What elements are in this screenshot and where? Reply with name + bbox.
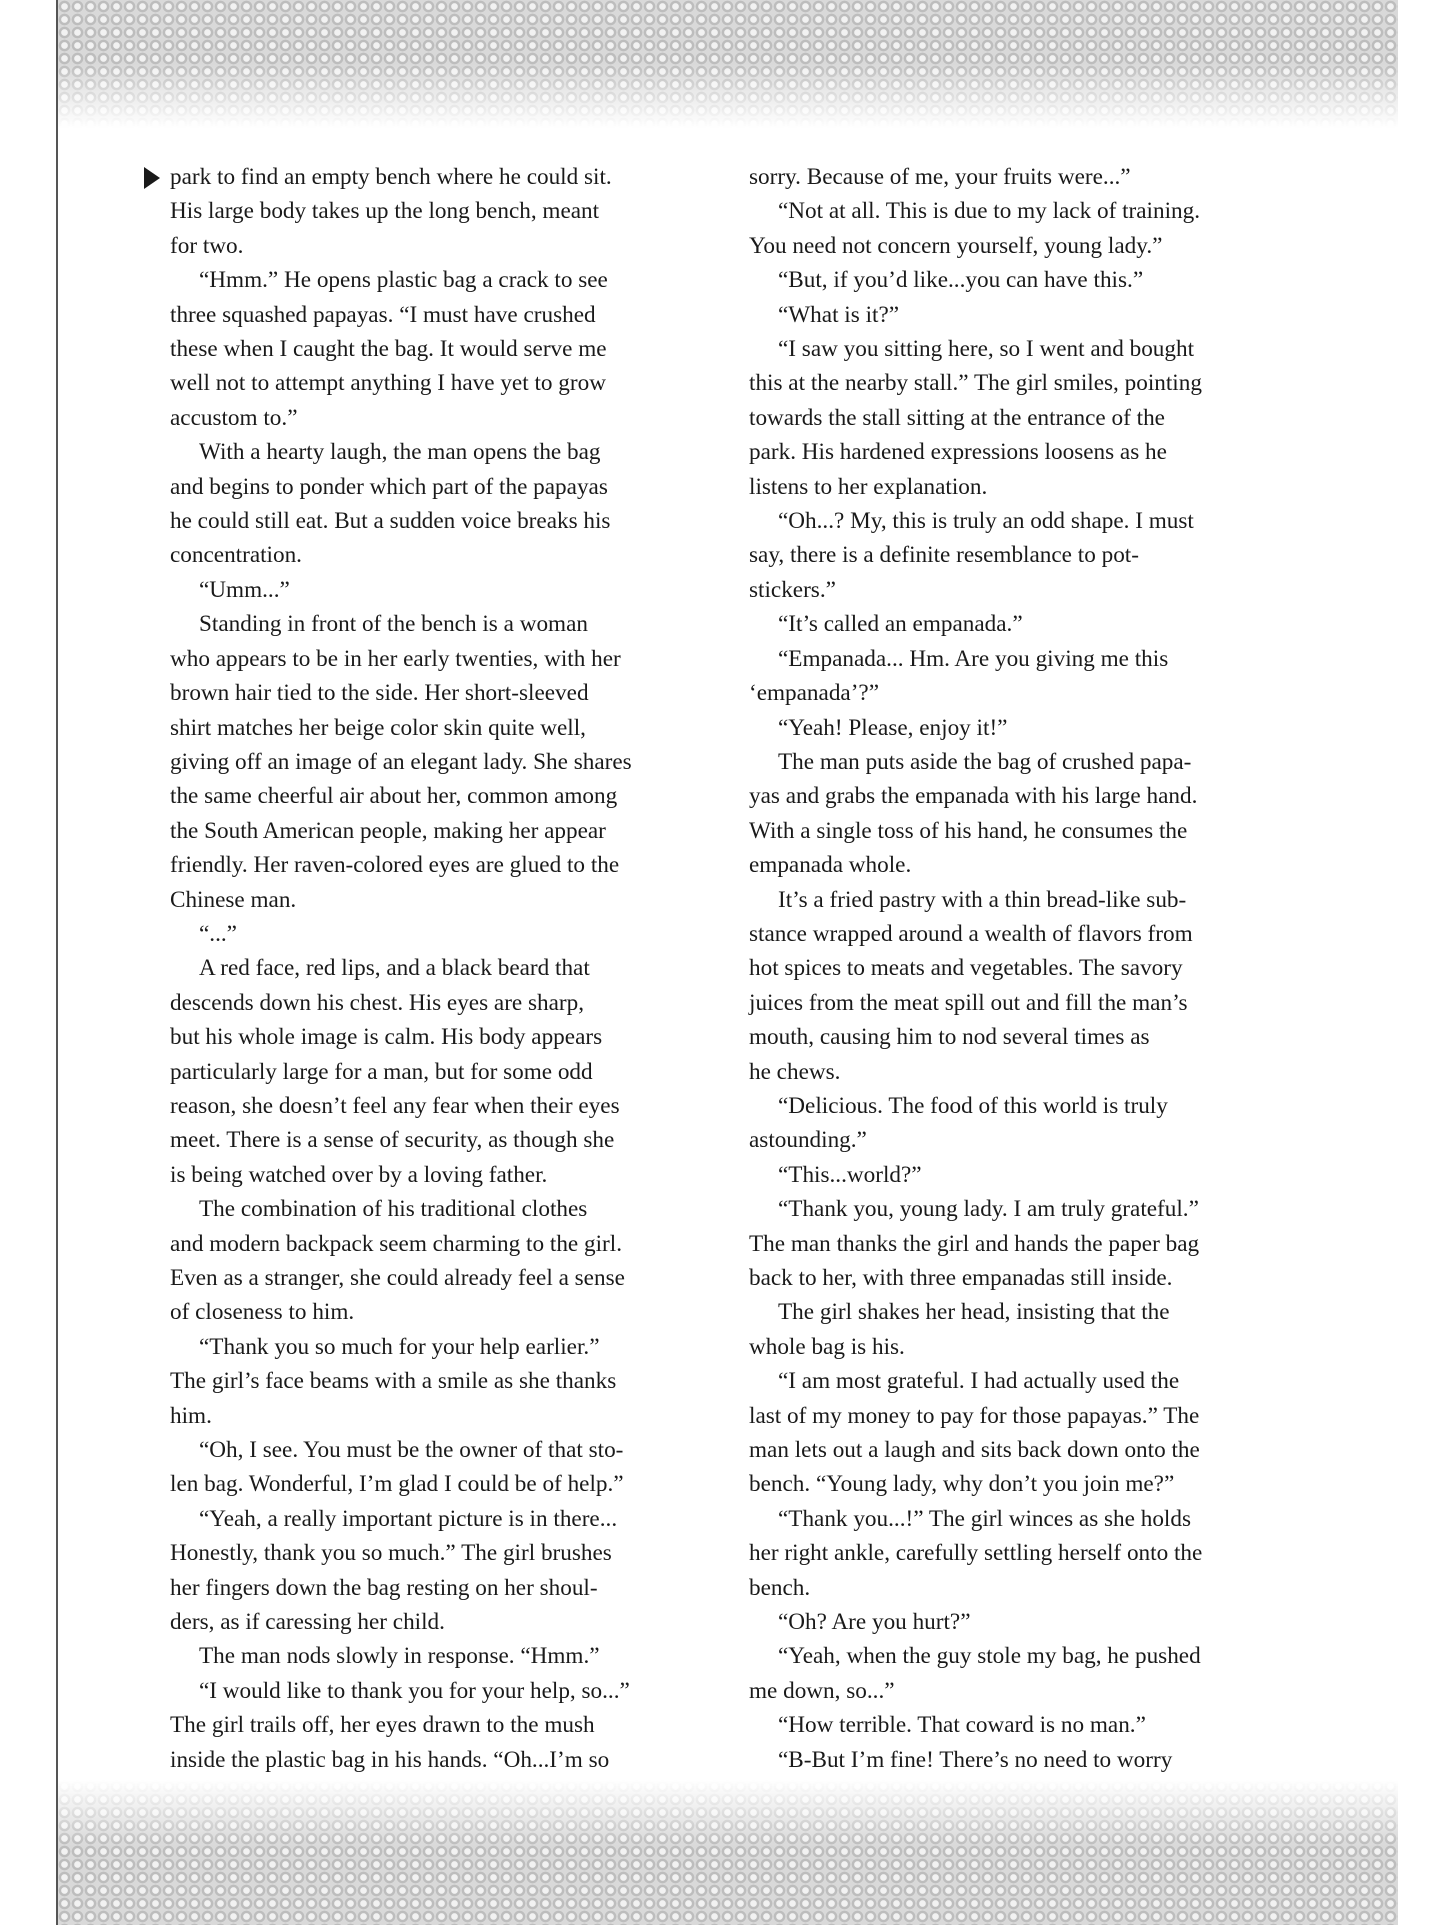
text-line: “It’s called an empanada.” (778, 611, 1023, 638)
text-line: last of my money to pay for those papayas.” The (749, 1402, 1200, 1429)
text-line: The girl’s face beams with a smile as she thanks (170, 1368, 617, 1395)
text-line: Honestly, thank you so much.” The girl brushes (170, 1540, 612, 1567)
header-halftone-band (58, 0, 1398, 128)
text-line: mouth, causing him to nod several times as (749, 1024, 1150, 1051)
text-line: whole bag is his. (749, 1333, 905, 1360)
text-line: he could still eat. But a sudden voice breaks his (170, 508, 611, 535)
right-text-column (749, 160, 1259, 1777)
text-line: “Thank you...!” The girl winces as she holds (778, 1505, 1191, 1532)
text-line: reason, she doesn’t feel any fear when their eyes (170, 1092, 620, 1119)
text-line: len bag. Wonderful, I’m glad I could be of help.” (170, 1471, 624, 1498)
text-line: for two. (170, 232, 244, 259)
text-line: With a single toss of his hand, he consumes the (749, 817, 1188, 844)
text-line: The girl shakes her head, insisting that the (778, 1299, 1170, 1326)
text-line: Even as a stranger, she could already feel a sense (170, 1265, 625, 1291)
text-line: “...” (199, 920, 237, 947)
text-line: “Thank you so much for your help earlier.” (199, 1333, 600, 1360)
text-line: The man puts aside the bag of crushed papa- (778, 748, 1192, 775)
text-line: “I saw you sitting here, so I went and bought (778, 336, 1195, 363)
text-line: “Thank you, young lady. I am truly grateful.” (778, 1196, 1199, 1223)
text-line: friendly. Her raven-colored eyes are glued to the (170, 852, 620, 879)
text-line: man lets out a laugh and sits back down onto the (749, 1437, 1200, 1464)
text-line: me down, so...” (749, 1677, 895, 1704)
text-line: astounding.” (749, 1127, 867, 1154)
text-line: “Yeah! Please, enjoy it!” (778, 714, 1008, 741)
text-line: It’s a fried pastry with a thin bread-like sub- (778, 886, 1187, 913)
text-line: “Delicious. The food of this world is truly (778, 1092, 1168, 1119)
text-line: these when I caught the bag. It would serve me (170, 336, 607, 363)
text-line: this at the nearby stall.” The girl smiles, pointing (749, 370, 1202, 397)
text-line: “What is it?” (778, 301, 900, 328)
text-line: concentration. (170, 542, 302, 569)
text-line: Standing in front of the bench is a woman (199, 611, 588, 638)
text-line: The girl trails off, her eyes drawn to the mush (170, 1712, 595, 1739)
text-line: her right ankle, carefully settling herself onto the (749, 1540, 1203, 1567)
text-line: park to find an empty bench where he could sit. (170, 164, 612, 190)
text-line: and begins to ponder which part of the papayas (170, 473, 608, 500)
text-line: of closeness to him. (170, 1299, 355, 1326)
text-line: empanada whole. (749, 852, 912, 879)
text-line: well not to attempt anything I have yet to grow (170, 370, 606, 397)
text-line: “I would like to thank you for your help, so...” (199, 1677, 630, 1704)
text-line: meet. There is a sense of security, as though she (170, 1127, 615, 1154)
text-line: You need not concern yourself, young lady.” (749, 232, 1163, 259)
text-line: “Yeah, a really important picture is in there... (199, 1505, 618, 1532)
text-line: “Not at all. This is due to my lack of training. (778, 198, 1201, 225)
text-line: is being watched over by a loving father. (170, 1161, 548, 1188)
text-line: ‘empanada’?” (749, 680, 880, 707)
text-line: Chinese man. (170, 886, 297, 913)
text-line: listens to her explanation. (749, 473, 988, 500)
text-line: bench. “Young lady, why don’t you join me?” (749, 1471, 1175, 1498)
text-line: “B-But I’m fine! There’s no need to worry (778, 1746, 1173, 1773)
footer-halftone-band (58, 1780, 1398, 1925)
text-line: descends down his chest. His eyes are sharp, (170, 989, 585, 1016)
text-line: him. (170, 1402, 212, 1429)
text-line: With a hearty laugh, the man opens the bag (199, 439, 601, 466)
text-line: and modern backpack seem charming to the girl. (170, 1230, 622, 1257)
text-line: the South American people, making her appear (170, 817, 606, 844)
text-line: bench. (749, 1574, 811, 1601)
text-line: “But, if you’d like...you can have this.” (778, 267, 1144, 294)
continuation-arrow-icon (144, 167, 160, 189)
text-line: “Oh...? My, this is truly an odd shape. I must (778, 508, 1194, 535)
text-line: accustom to.” (170, 404, 298, 431)
text-line: say, there is a definite resemblance to pot- (749, 542, 1139, 569)
text-line: The man nods slowly in response. “Hmm.” (199, 1643, 600, 1670)
text-line: hot spices to meats and vegetables. The savory (749, 955, 1183, 982)
text-line: towards the stall sitting at the entrance of the (749, 404, 1165, 431)
text-line: “I am most grateful. I had actually used the (778, 1368, 1180, 1395)
text-line: sorry. Because of me, your fruits were...” (749, 164, 1131, 190)
text-line: juices from the meat spill out and fill the man’s (749, 989, 1188, 1016)
text-line: the same cheerful air about her, common among (170, 783, 618, 810)
page-binding-edge (0, 0, 58, 1925)
text-line: “Umm...” (199, 576, 290, 603)
text-line: “How terrible. That coward is no man.” (778, 1712, 1146, 1739)
text-line: “Hmm.” He opens plastic bag a crack to see (199, 267, 608, 294)
text-line: inside the plastic bag in his hands. “Oh...I’m so (170, 1746, 610, 1773)
text-line: brown hair tied to the side. Her short-sleeved (170, 680, 589, 707)
text-line: who appears to be in her early twenties, with her (170, 645, 621, 672)
text-line: her fingers down the bag resting on her shoul- (170, 1574, 598, 1601)
text-line: stickers.” (749, 576, 836, 603)
text-line: he chews. (749, 1058, 841, 1085)
text-line: giving off an image of an elegant lady. She shares (170, 748, 632, 775)
text-line: The combination of his traditional clothes (199, 1196, 588, 1223)
text-line: back to her, with three empanadas still inside. (749, 1265, 1173, 1291)
text-line: yas and grabs the empanada with his large hand. (749, 783, 1198, 810)
text-line: “Empanada... Hm. Are you giving me this (778, 645, 1169, 672)
text-line: His large body takes up the long bench, meant (170, 198, 600, 225)
text-line: A red face, red lips, and a black beard that (199, 955, 590, 982)
text-line: “Oh? Are you hurt?” (778, 1609, 971, 1636)
text-line: “This...world?” (778, 1161, 922, 1188)
text-line: park. His hardened expressions loosens as he (749, 439, 1167, 466)
text-line: stance wrapped around a wealth of flavors from (749, 920, 1193, 947)
text-line: particularly large for a man, but for some odd (170, 1058, 593, 1085)
text-line: ders, as if caressing her child. (170, 1609, 445, 1636)
text-line: three squashed papayas. “I must have crushed (170, 301, 596, 328)
text-line: The man thanks the girl and hands the paper bag (749, 1230, 1200, 1257)
text-line: “Yeah, when the guy stole my bag, he pushed (778, 1643, 1201, 1670)
left-text-column (170, 160, 680, 1777)
text-line: but his whole image is calm. His body appears (170, 1024, 603, 1051)
text-line: “Oh, I see. You must be the owner of that sto- (199, 1437, 624, 1464)
text-line: shirt matches her beige color skin quite well, (170, 714, 586, 741)
